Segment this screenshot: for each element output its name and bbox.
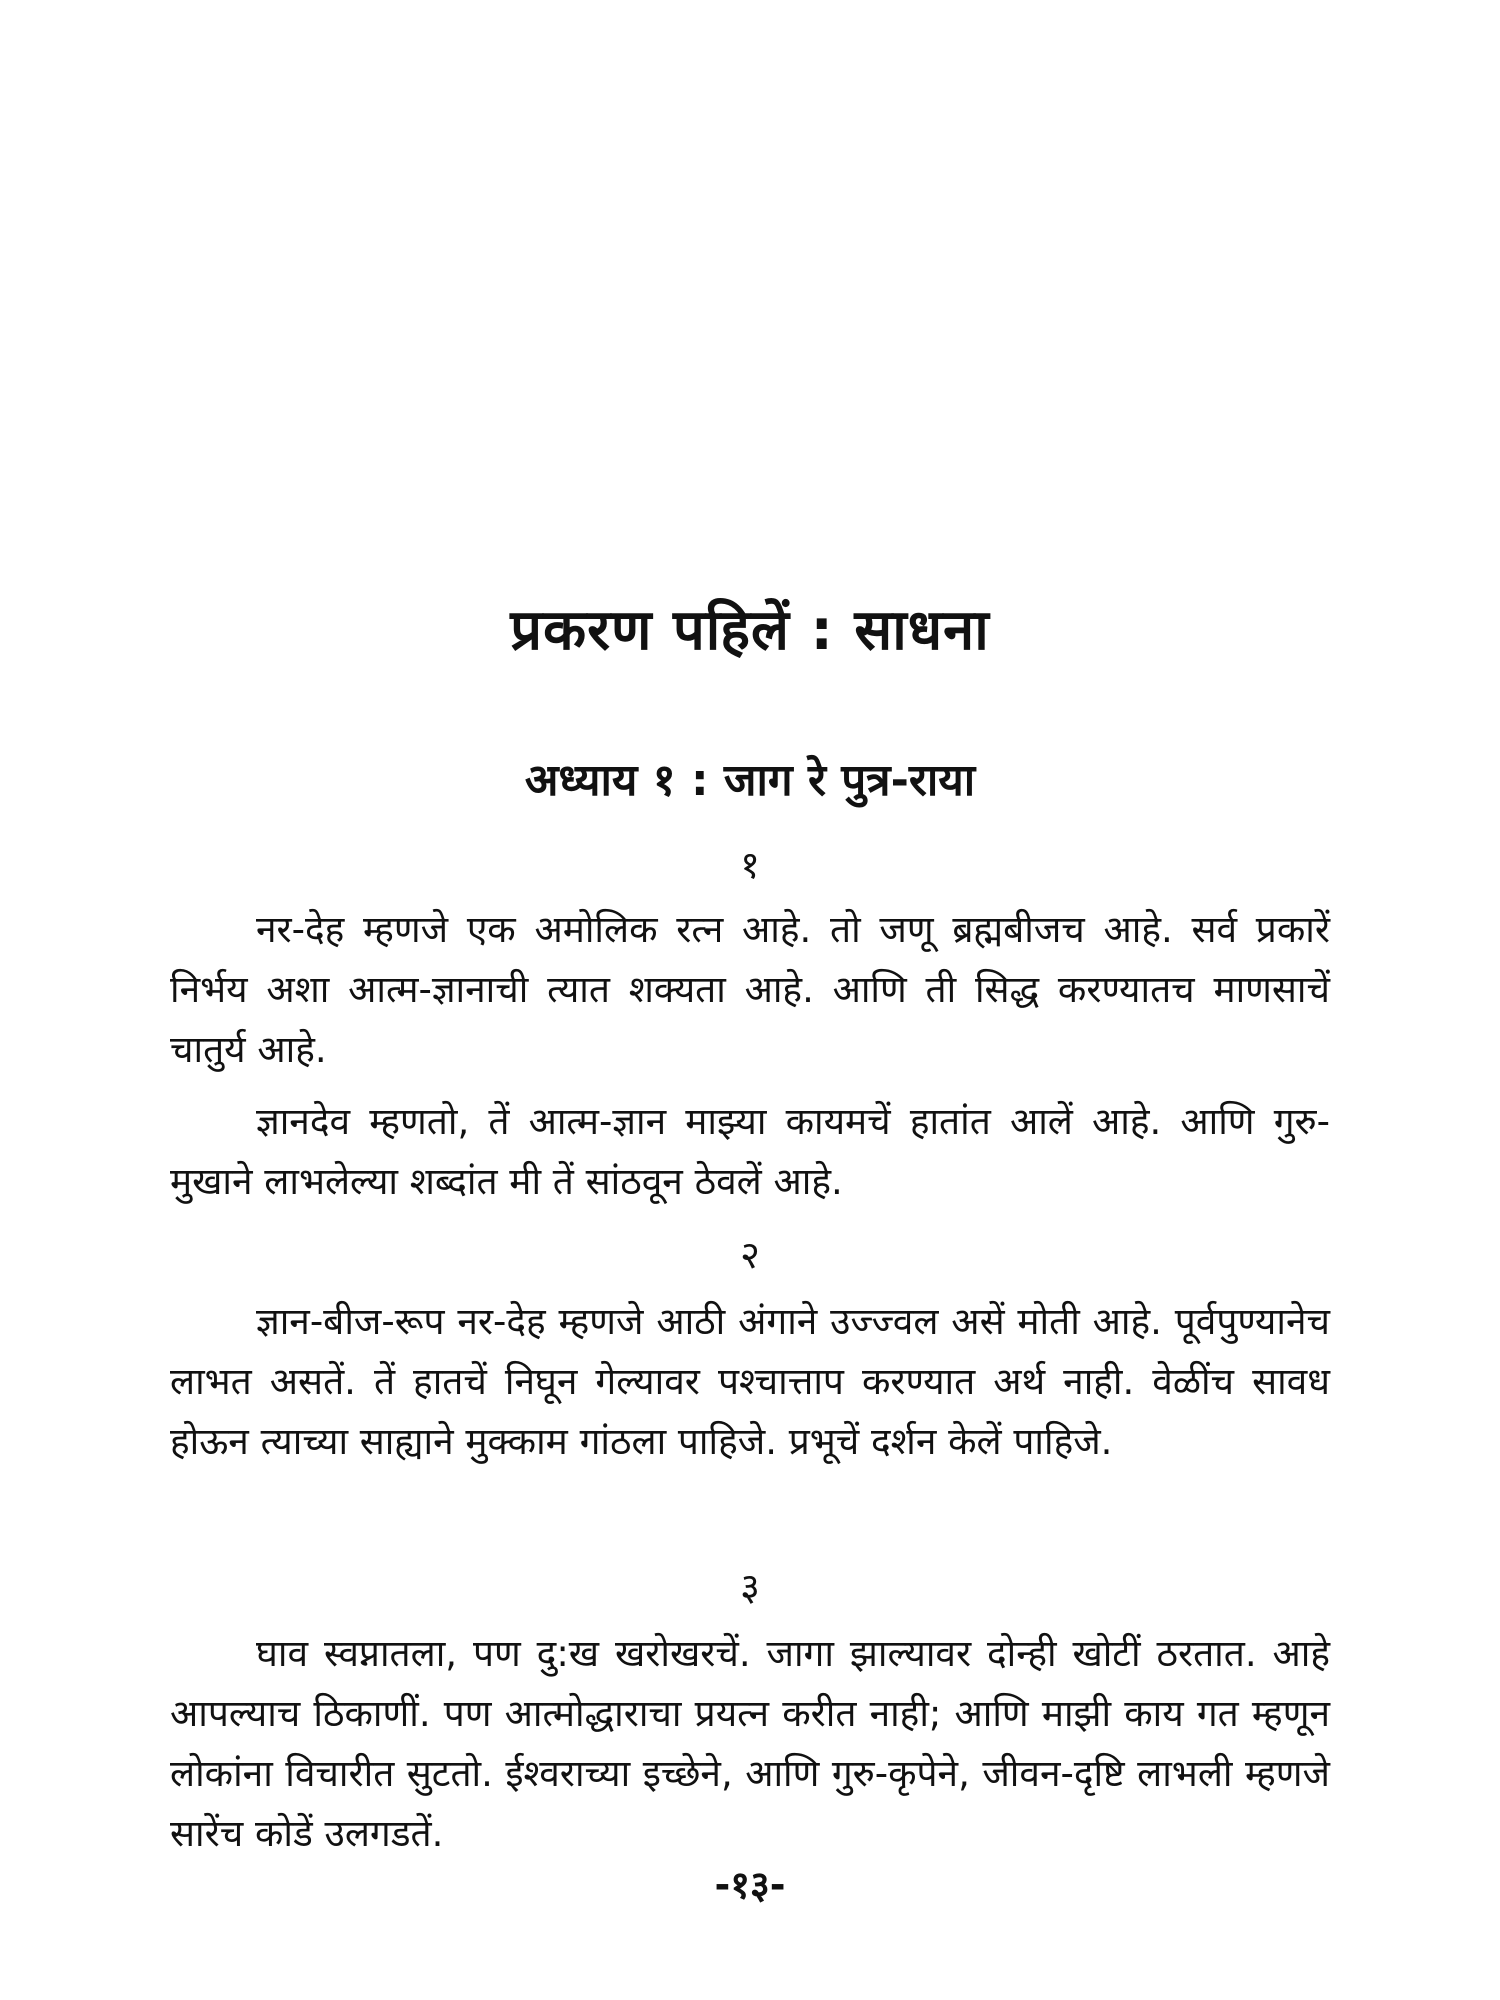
paragraph-2-1: ज्ञान-बीज-रूप नर-देह म्हणजे आठी अंगाने उज्ज्वल असें मोती आहे. पूर्वपुण्यानेच लाभत असतें. तें हातचें निघून गेल्यावर पश्चात्ताप करण्यात अर्थ नाही. वेळींच सावध होऊन त्याच्या साह्याने मुक्काम गांठला पाहिजे. प्रभूचें दर्शन केलें पाहिजे.	[170, 1300, 1330, 1463]
paragraph-3-1: घाव स्वप्नातला, पण दु:ख खरोखरचें. जागा झाल्यावर दोन्ही खोटीं ठरतात. आहे आपल्याच ठिकाणीं. पण आत्मोद्धाराचा प्रयत्न करीत नाही; आणि माझी काय गत म्हणून लोकांना विचारीत सुटतो. ईश्वराच्या इच्छेने, आणि गुरु-कृपेने, जीवन-दृष्टि लाभली म्हणजे सारेंच कोडें उलगडतें.	[170, 1632, 1330, 1855]
chapter-title: प्रकरण पहिलें : साधना	[510, 598, 990, 663]
paragraph-1-2: ज्ञानदेव म्हणतो, तें आत्म-ज्ञान माझ्या कायमचें हातांत आलें आहे. आणि गुरु-मुखाने लाभलेल्या शब्दांत मी तें सांठवून ठेवलें आहे.	[170, 1100, 1330, 1203]
section-number-1: १	[740, 843, 760, 887]
section-title: अध्याय १ : जाग रे पुत्र-राया	[524, 755, 976, 806]
paragraph-1-1: नर-देह म्हणजे एक अमोलिक रत्न आहे. तो जणू ब्रह्मबीजच आहे. सर्व प्रकारें निर्भय अशा आत्म-ज्ञानाची त्यात शक्यता आहे. आणि ती सिद्ध करण्यातच माणसाचें चातुर्य आहे.	[170, 908, 1330, 1071]
section-number-2: २	[740, 1233, 760, 1277]
section-number-3: ३	[740, 1565, 760, 1609]
page-number: -१३-	[714, 1863, 786, 1907]
